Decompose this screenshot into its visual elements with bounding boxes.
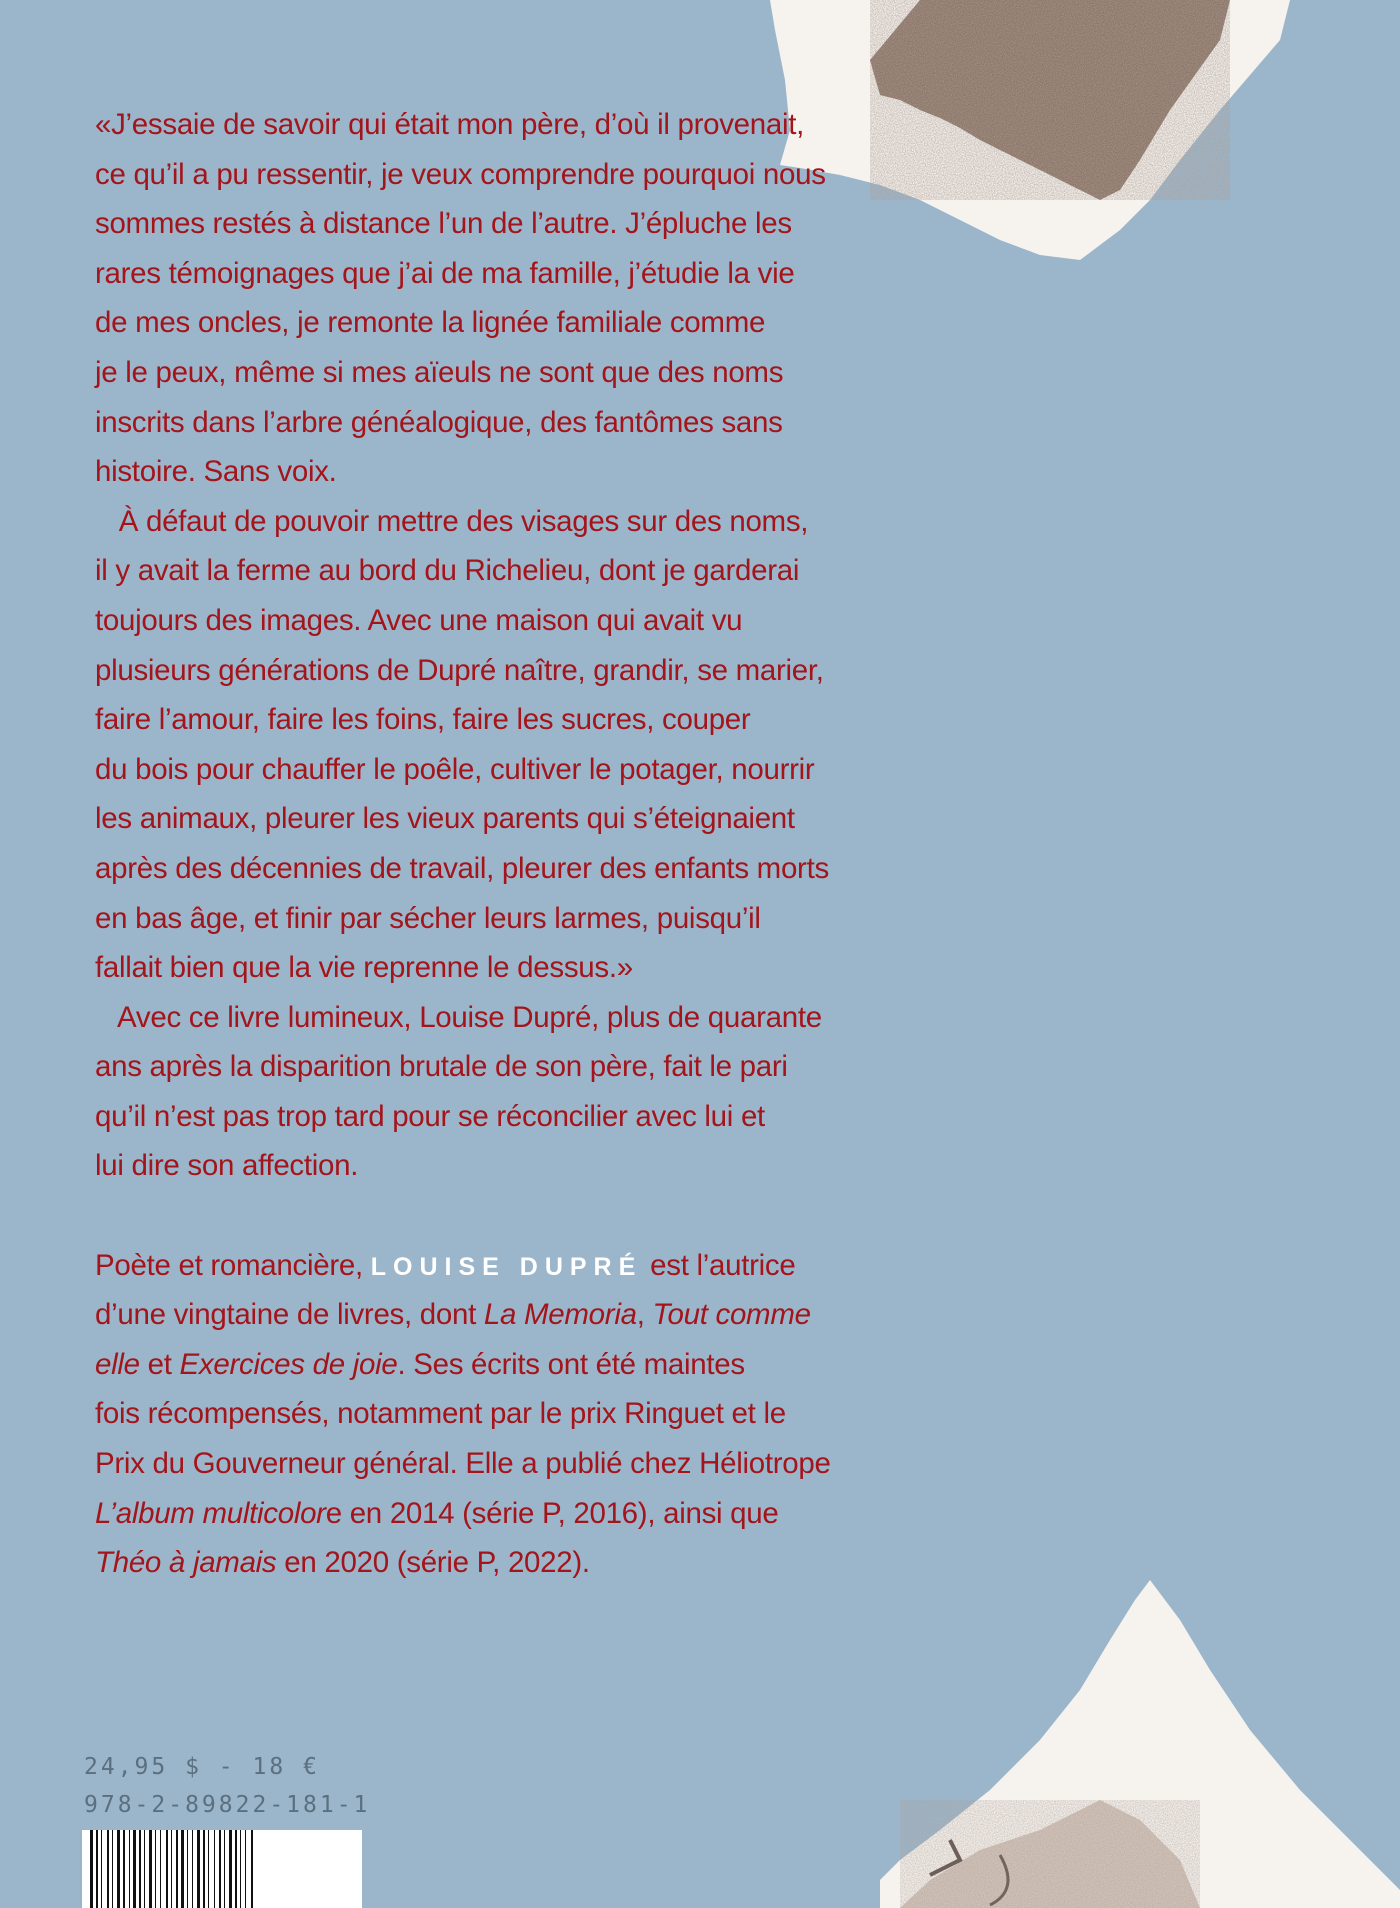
- quote-line: inscrits dans l’arbre généalogique, des fantômes sans: [95, 405, 783, 439]
- book-title: L’album multicolor: [95, 1496, 326, 1530]
- barcode-bar: [171, 1830, 172, 1908]
- barcode-bar: [214, 1830, 215, 1908]
- book-title: Exercices de joie: [179, 1347, 398, 1381]
- barcode-bar: [107, 1830, 109, 1908]
- barcode-bar: [90, 1830, 93, 1908]
- barcode: [82, 1830, 362, 1908]
- summary-line: ans après la disparition brutale de son père, fait le pari: [95, 1050, 788, 1084]
- back-cover-text: [95, 100, 895, 1588]
- price: 24,95 $ - 18 €: [84, 1754, 320, 1780]
- barcode-bar: [224, 1830, 225, 1908]
- barcode-bar: [129, 1830, 130, 1908]
- bio-text: . Ses écrits ont été maintes: [397, 1347, 745, 1381]
- quote-line: «J’essaie de savoir qui était mon père, d’où il provenait,: [95, 108, 805, 141]
- bio-line: [95, 1340, 895, 1390]
- barcode-bar: [166, 1830, 168, 1908]
- quote-line: ce qu’il a pu ressentir, je veux comprendre pourquoi nous: [95, 157, 826, 191]
- barcode-bar: [149, 1830, 152, 1908]
- barcode-bar: [245, 1830, 246, 1908]
- quote-line: les animaux, pleurer les vieux parents qui s’éteignaient: [95, 802, 795, 836]
- quote-line: après des décennies de travail, pleurer des enfants morts: [95, 851, 829, 885]
- quote-line: plusieurs générations de Dupré naître, grandir, se marier,: [95, 653, 824, 687]
- isbn: 978-2-89822-181-1: [84, 1792, 371, 1818]
- quote-line: histoire. Sans voix.: [95, 455, 337, 489]
- quote-line: À défaut de pouvoir mettre des visages sur des noms,: [95, 504, 809, 538]
- quote-line: il y avait la ferme au bord du Richelieu, dont je garderai: [95, 554, 800, 588]
- barcode-bar: [112, 1830, 113, 1908]
- summary-line: Avec ce livre lumineux, Louise Dupré, plus de quarante: [95, 1000, 822, 1034]
- book-title: La Memoria: [483, 1298, 637, 1332]
- quote-line: en bas âge, et finir par sécher leurs larmes, puisqu’il: [95, 901, 761, 935]
- barcode-bar: [219, 1830, 221, 1908]
- bio-line: [95, 1241, 895, 1291]
- barcode-bar: [229, 1830, 232, 1908]
- price-isbn-block: [84, 1748, 370, 1824]
- bio-text: e en 2014 (série P, 2016), ainsi que: [325, 1496, 779, 1530]
- quote-line: toujours des images. Avec une maison qui avait vu: [95, 603, 743, 637]
- bio-line: fois récompensés, notamment par le prix Ringuet et le: [95, 1397, 786, 1431]
- bio-text: est l’autrice: [642, 1248, 796, 1282]
- book-title: elle: [95, 1347, 140, 1381]
- book-title: Tout comme: [652, 1298, 811, 1332]
- quote-line: sommes restés à distance l’un de l’autre. J’épluche les: [95, 207, 792, 241]
- author-name: LOUISE DUPRÉ: [370, 1252, 643, 1281]
- barcode-bar: [208, 1830, 209, 1908]
- summary-line: qu’il n’est pas trop tard pour se réconcilier avec lui et: [95, 1099, 765, 1133]
- barcode-bar: [192, 1830, 193, 1908]
- barcode-bar: [251, 1830, 253, 1908]
- barcode-bar: [101, 1830, 102, 1908]
- barcode-bar: [235, 1830, 237, 1908]
- bio-text: ,: [636, 1298, 653, 1332]
- barcode-bar: [139, 1830, 141, 1908]
- barcode-bar: [176, 1830, 178, 1908]
- bio-text: Poète et romancière,: [95, 1248, 371, 1282]
- barcode-bar: [123, 1830, 125, 1908]
- barcode-bar: [197, 1830, 200, 1908]
- bio-line: Prix du Gouverneur général. Elle a publié chez Héliotrope: [95, 1447, 831, 1481]
- book-title: Théo à jamais: [95, 1546, 277, 1580]
- summary-line: lui dire son affection.: [95, 1149, 359, 1183]
- barcode-bar: [160, 1830, 161, 1908]
- bio-text: et: [139, 1347, 180, 1381]
- barcode-bar: [117, 1830, 120, 1908]
- quote-line: fallait bien que la vie reprenne le dessus.»: [95, 951, 633, 985]
- quote-line: du bois pour chauffer le poêle, cultiver le potager, nourrir: [95, 752, 815, 786]
- barcode-bar: [181, 1830, 184, 1908]
- quote-line: je le peux, même si mes aïeuls ne sont que des noms: [95, 355, 784, 389]
- barcode-bar: [203, 1830, 205, 1908]
- bio-line: [95, 1538, 895, 1588]
- bio-line: [95, 1489, 895, 1539]
- bio-line: [95, 1290, 895, 1340]
- quote-line: rares témoignages que j’ai de ma famille, j’étudie la vie: [95, 256, 795, 290]
- barcode-bar: [240, 1830, 241, 1908]
- bio-text: d’une vingtaine de livres, dont: [95, 1298, 484, 1332]
- quote-line: faire l’amour, faire les foins, faire les sucres, couper: [95, 703, 751, 737]
- barcode-bar: [96, 1830, 98, 1908]
- bio-text: en 2020 (série P, 2022).: [276, 1546, 590, 1580]
- barcode-bar: [187, 1830, 188, 1908]
- barcode-bar: [133, 1830, 136, 1908]
- quote-line: de mes oncles, je remonte la lignée familiale comme: [95, 306, 766, 340]
- barcode-bar: [144, 1830, 145, 1908]
- barcode-bar: [155, 1830, 156, 1908]
